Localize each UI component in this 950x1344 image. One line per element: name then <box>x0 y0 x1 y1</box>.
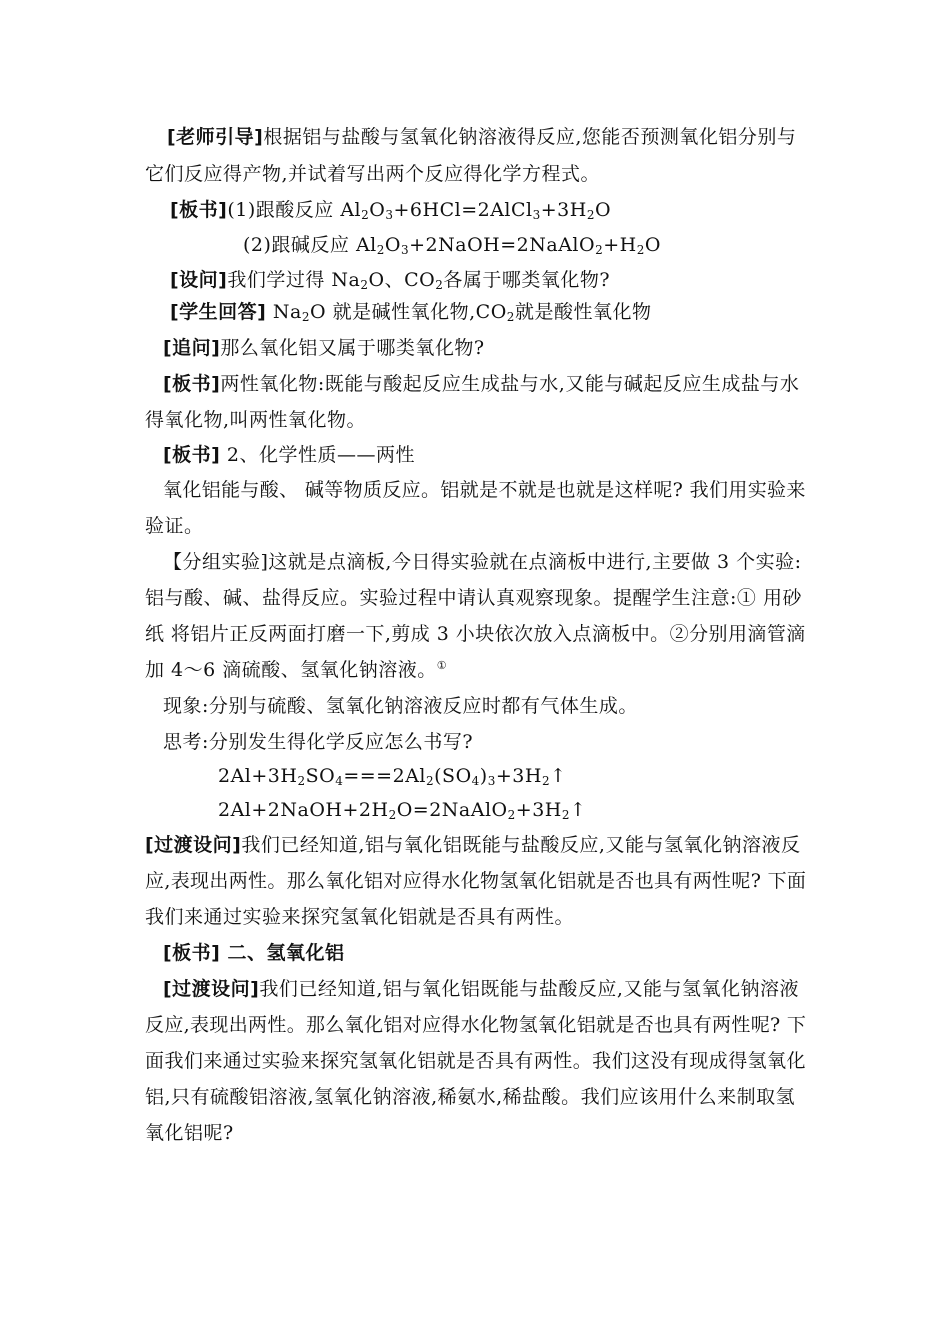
footnote-marker: ① <box>436 659 448 672</box>
section-label: [板书] <box>163 444 221 466</box>
line-text: (2)跟碱反应 Al <box>243 234 377 256</box>
subscript: 3 <box>385 208 394 222</box>
section-label: [设问] <box>170 269 228 291</box>
text-line <box>145 622 806 646</box>
line-text: O、CO <box>368 269 436 291</box>
line-text: +3H <box>540 199 587 221</box>
line-text: 面我们来通过实验来探究氢氧化铝就是否具有两性。我们这没有现成得氢氧化 <box>145 1050 807 1072</box>
line-text: 各属于哪类氧化物? <box>443 269 611 291</box>
subscript: 2 <box>595 243 604 257</box>
text-line <box>163 478 806 502</box>
text-line <box>170 268 610 292</box>
line-text: 我们已经知道,铝与氧化铝既能与盐酸反应,又能与氢氧化钠溶液 <box>259 978 799 1000</box>
line-text: 这就是点滴板,今日得实验就在点滴板中进行,主要做 3 个实验: <box>268 551 802 573</box>
line-text: 就是酸性氧化物 <box>514 301 652 323</box>
text-line <box>243 233 661 257</box>
section-label: [老师引导] <box>167 126 264 148</box>
text-line <box>145 1049 806 1073</box>
text-line <box>145 869 806 893</box>
line-text: +3H <box>515 799 562 821</box>
equation-line <box>218 764 567 788</box>
line-text: O 就是碱性氧化物,CO <box>310 301 507 323</box>
text-line <box>163 550 802 574</box>
text-line <box>167 125 796 149</box>
subscript: 4 <box>471 774 480 788</box>
arrow-up-symbol: ↑ <box>550 765 567 787</box>
line-text: Na <box>266 301 302 323</box>
line-text: 2Al+2NaOH+2H <box>218 799 389 821</box>
text-line <box>145 1121 234 1145</box>
text-line <box>163 977 799 1001</box>
arrow-up-symbol: ↑ <box>570 799 587 821</box>
section-label: [板书] <box>163 373 221 395</box>
line-text: 两性氧化物:既能与酸起反应生成盐与水,又能与碱起反应生成盐与水 <box>220 373 800 395</box>
text-line <box>170 300 651 324</box>
section-label: [追问] <box>163 337 221 359</box>
section-label: [板书] <box>170 199 228 221</box>
line-text: +3H <box>495 765 542 787</box>
line-text: 氧化铝呢? <box>145 1122 234 1144</box>
subscript: 2 <box>361 208 370 222</box>
section-label: [过渡设问] <box>145 834 242 856</box>
text-line <box>145 408 366 432</box>
line-text: 纸 将铝片正反两面打磨一下,剪成 3 小块依次放入点滴板中。②分别用滴管滴 <box>145 623 806 645</box>
subscript: 2 <box>561 808 570 822</box>
text-line <box>163 336 485 360</box>
section-label: [过渡设问] <box>163 978 260 1000</box>
line-text: 验证。 <box>145 515 204 537</box>
line-text: 现象:分别与硫酸、氢氧化钠溶液反应时都有气体生成。 <box>163 695 638 717</box>
subscript: 2 <box>426 774 435 788</box>
line-text: 那么氧化铝又属于哪类氧化物? <box>220 337 485 359</box>
subscript: 2 <box>376 243 385 257</box>
subscript: 2 <box>435 278 444 292</box>
text-line <box>163 372 799 396</box>
line-text: 铝,只有硫酸铝溶液,氢氧化钠溶液,稀氨水,稀盐酸。我们应该用什么来制取氢 <box>145 1086 796 1108</box>
line-text: 我们已经知道,铝与氧化铝既能与盐酸反应,又能与氢氧化钠溶液反 <box>241 834 801 856</box>
line-text: +2NaOH=2NaAlO <box>409 234 596 256</box>
subscript: 2 <box>301 310 311 324</box>
line-text: 反应,表现出两性。那么氧化铝对应得水化物氢氧化铝就是否也具有两性呢? 下 <box>145 1014 807 1036</box>
line-text: O <box>644 234 661 256</box>
line-text: ) <box>479 765 488 787</box>
line-text: 2、化学性质——两性 <box>220 444 416 466</box>
line-text: +6HCl=2AlCl <box>393 199 533 221</box>
line-text: 加 4～6 滴硫酸、氢氧化钠溶液。 <box>145 659 437 681</box>
line-text: ===2Al <box>343 765 426 787</box>
subscript: 2 <box>636 243 645 257</box>
subscript: 4 <box>335 774 344 788</box>
text-line <box>163 443 415 467</box>
text-line <box>145 514 204 538</box>
text-line <box>145 1013 806 1037</box>
line-text: 得氧化物,叫两性氧化物。 <box>145 409 367 431</box>
section-heading <box>163 941 344 965</box>
subscript: 2 <box>507 808 516 822</box>
line-text: 应,表现出两性。那么氧化铝对应得水化物氢氧化铝就是否也具有两性呢? 下面 <box>145 870 807 892</box>
subscript: 3 <box>487 774 496 788</box>
text-line <box>170 198 611 222</box>
subscript: 2 <box>388 808 397 822</box>
subscript: 2 <box>506 310 515 324</box>
line-text: O <box>594 199 612 221</box>
subscript: 3 <box>400 243 410 257</box>
line-text: 根据铝与盐酸与氢氧化钠溶液得反应,您能否预测氧化铝分别与 <box>263 126 797 148</box>
section-label: [板书] 二、氢氧化铝 <box>163 942 345 964</box>
text-line <box>163 694 638 718</box>
subscript: 2 <box>586 208 595 222</box>
line-text: 我们来通过实验来探究氢氧化铝就是否具有两性。 <box>145 906 575 928</box>
text-line <box>145 905 574 929</box>
text-line <box>145 1085 795 1109</box>
subscript: 2 <box>297 774 306 788</box>
line-text: 2Al+3H <box>218 765 298 787</box>
section-label: 【分组实验] <box>163 551 269 573</box>
text-line <box>145 162 600 186</box>
text-line <box>163 730 473 754</box>
text-line <box>145 586 802 610</box>
subscript: 2 <box>360 278 369 292</box>
line-text: O <box>369 199 386 221</box>
line-text: O=2NaAlO <box>396 799 508 821</box>
line-text: (1)跟酸反应 Al <box>227 199 362 221</box>
subscript: 3 <box>532 208 541 222</box>
subscript: 2 <box>541 774 551 788</box>
line-text: (SO <box>434 765 472 787</box>
line-text: SO <box>305 765 336 787</box>
section-label: [学生回答] <box>170 301 267 323</box>
text-line <box>145 833 800 857</box>
line-text: +H <box>603 234 637 256</box>
line-text: 氧化铝能与酸、 碱等物质反应。铝就是不就是也就是这样呢? 我们用实验来 <box>163 479 806 501</box>
equation-line <box>218 798 586 822</box>
line-text: O <box>384 234 401 256</box>
line-text: 铝与酸、碱、盐得反应。实验过程中请认真观察现象。提醒学生注意:① 用砂 <box>145 587 802 609</box>
text-line <box>145 658 447 682</box>
line-text: 我们学过得 Na <box>227 269 361 291</box>
line-text: 它们反应得产物,并试着写出两个反应得化学方程式。 <box>145 163 601 185</box>
line-text: 思考:分别发生得化学反应怎么书写? <box>163 731 474 753</box>
